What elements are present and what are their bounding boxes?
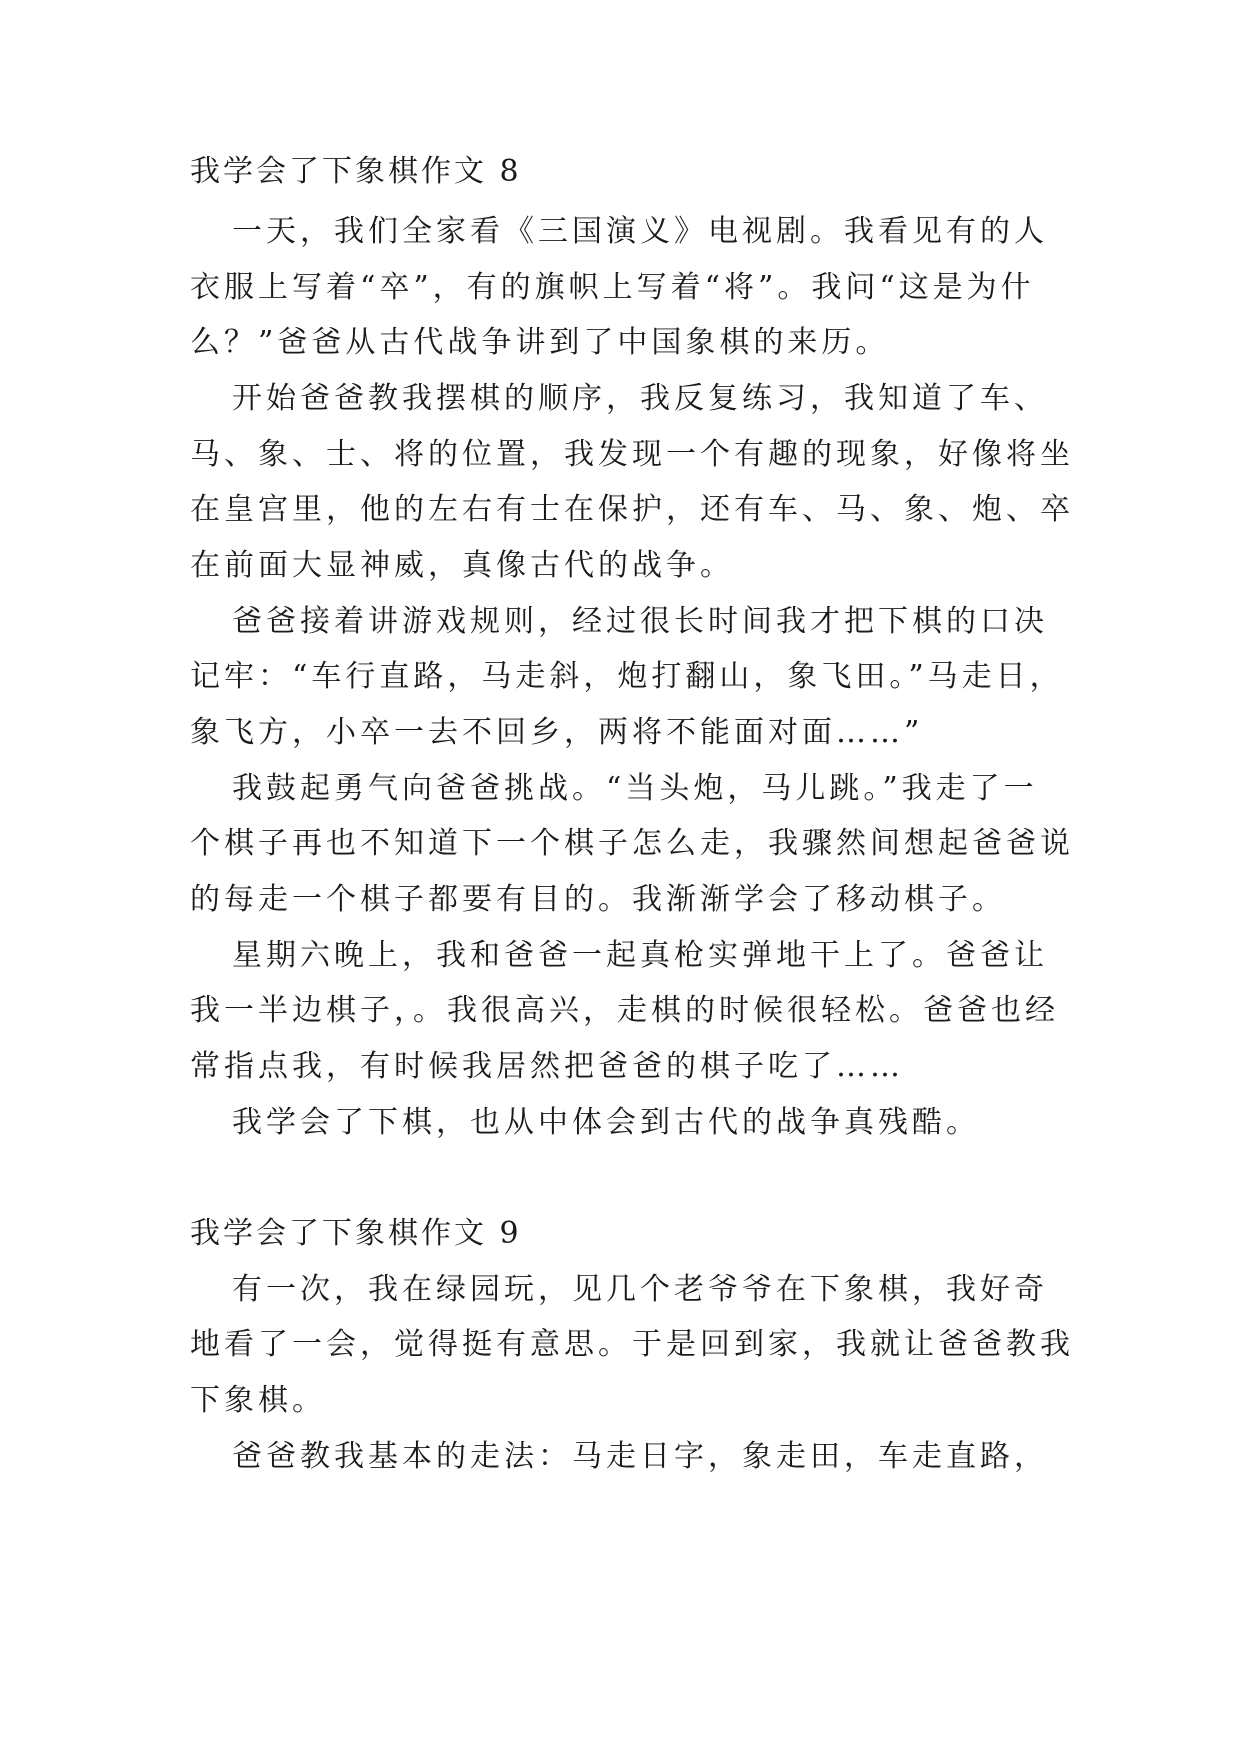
- paragraph-line: 我鼓起勇气向爸爸挑战。“当头炮，马儿跳。”我走了一: [232, 771, 1038, 806]
- paragraph-line: 记牢：“车行直路，马走斜，炮打翻山，象飞田。”马走日，: [190, 659, 1064, 694]
- paragraph-line: 常指点我，有时候我居然把爸爸的棋子吃了……: [190, 1049, 904, 1084]
- essay-title: 我学会了下象棋作文 9: [190, 1216, 522, 1251]
- paragraph-line: 个棋子再也不知道下一个棋子怎么走，我骤然间想起爸爸说: [190, 826, 1074, 861]
- paragraph-line: 衣服上写着“卒”，有的旗帜上写着“将”。我问“这是为什: [190, 270, 1035, 305]
- paragraph-line: 爸爸接着讲游戏规则，经过很长时间我才把下棋的口决: [232, 604, 1048, 639]
- paragraph-line: 马、象、士、将的位置，我发现一个有趣的现象，好像将坐: [190, 437, 1074, 472]
- paragraph-line: 爸爸教我基本的走法：马走日字，象走田，车走直路，: [232, 1439, 1048, 1474]
- paragraph-line: 在皇宫里，他的左右有士在保护，还有车、马、象、炮、卒: [190, 492, 1074, 527]
- paragraph-line: 我学会了下棋，也从中体会到古代的战争真残酷。: [232, 1105, 980, 1140]
- paragraph-line: 我一半边棋子，。我很高兴，走棋的时候很轻松。爸爸也经: [190, 993, 1059, 1028]
- paragraph-line: 地看了一会，觉得挺有意思。于是回到家，我就让爸爸教我: [190, 1327, 1074, 1362]
- paragraph-line: 开始爸爸教我摆棋的顺序，我反复练习，我知道了车、: [232, 381, 1048, 416]
- paragraph-line: 下象棋。: [190, 1383, 326, 1418]
- paragraph-line: 的每走一个棋子都要有目的。我渐渐学会了移动棋子。: [190, 882, 1006, 917]
- paragraph-line: 象飞方，小卒一去不回乡，两将不能面对面……”: [190, 715, 924, 750]
- paragraph-line: 一天，我们全家看《三国演义》电视剧。我看见有的人: [232, 214, 1048, 249]
- paragraph-line: 有一次，我在绿园玩，见几个老爷爷在下象棋，我好奇: [232, 1272, 1048, 1307]
- paragraph-line: 在前面大显神威，真像古代的战争。: [190, 548, 734, 583]
- paragraph-line: 么？”爸爸从古代战争讲到了中国象棋的来历。: [190, 325, 890, 360]
- essay-title: 我学会了下象棋作文 8: [190, 154, 522, 189]
- paragraph-line: 星期六晚上，我和爸爸一起真枪实弹地干上了。爸爸让: [232, 938, 1048, 973]
